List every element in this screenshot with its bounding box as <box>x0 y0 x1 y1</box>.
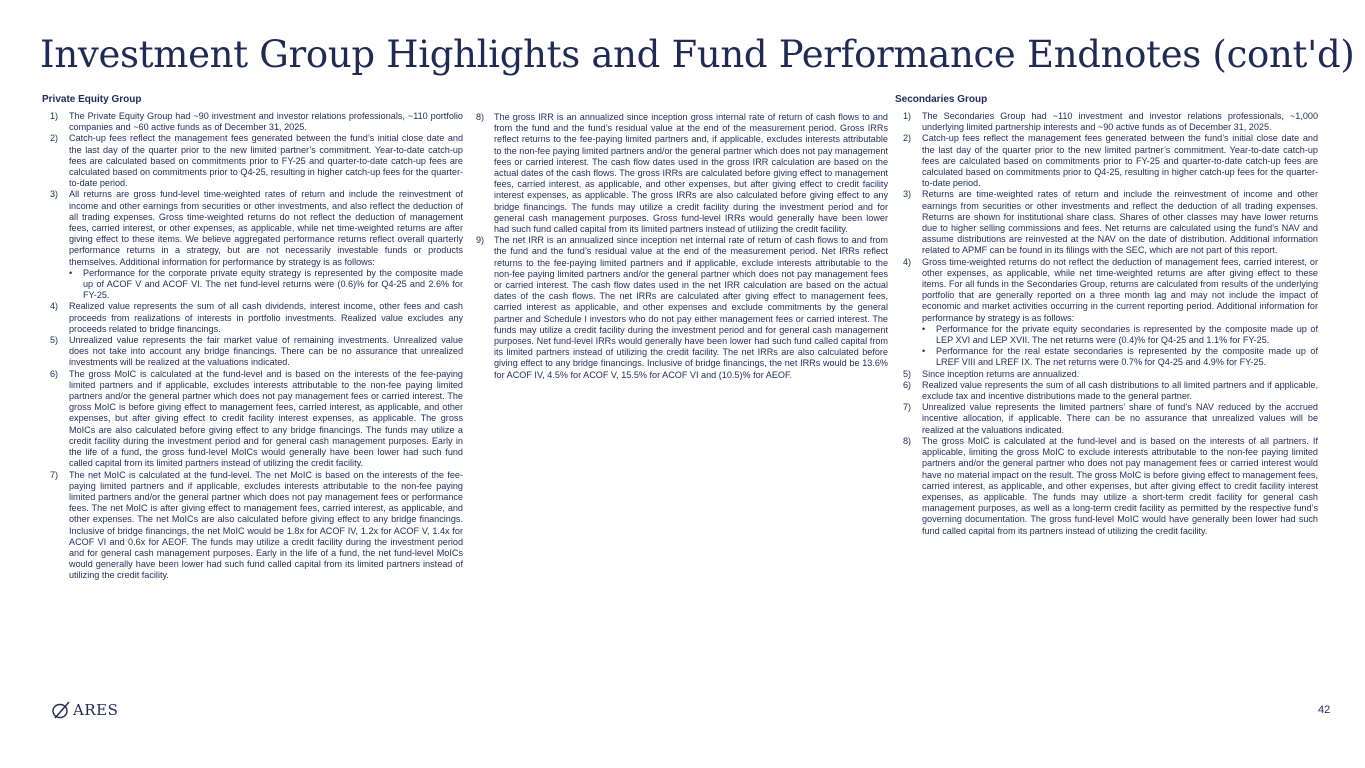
endnote-sub-text: Performance for the corporate private equity strategy is represented by the composite made up of ACOF V and ACOF VI. The net fund-level returns were (0.6)% for Q4-25 and 2.6% for FY-25. <box>83 267 463 301</box>
logo-text: ARES <box>73 701 119 719</box>
endnote-number: 8) <box>903 435 912 446</box>
endnote-sub-text: Performance for the real estate secondaries is represented by the composite made up of LREF VIII and LREF IX. The net returns were 0.7% for Q4-25 and 4.9% for FY-25. <box>936 346 1318 368</box>
endnote-sub-text: Performance for the private equity secondaries is represented by the composite made up of LEP XVI and LEP XVII. The net returns were (0.4)% for Q4-25 and 1.1% for FY-25. <box>936 323 1318 346</box>
endnote-text: The gross IRR is an annualized since inception gross internal rate of return of cash flows to and from the fund and the fund’s residual value at the end of the measurement period. Gross IRRs reflect returns to the fee-paying limited partners and, if applicable, excludes interests attributable to the non-fee paying limited partners and/or the general partner which does not pay management fees or carried interest. The cash flow dates used in the gross IRR calculation are based on the actual dates of the cash flows. The gross IRRs are calculated before giving effect to management fees, carried interest, as applicable, and other expenses, but after giving effect to credit facility interest expenses, as applicable. The gross IRRs are also calculated before giving effect to any bridge financings. The funds may utilize a credit facility during the investment period and for general cash management purposes. Gross fund-level IRRs would generally have been lower had such fund called capital from its limited partners instead of utilizing the credit facility. <box>494 112 888 235</box>
endnote-text: Catch-up fees reflect the management fees generated between the fund’s initial close date and the last day of the quarter prior to the new limited partner’s commitment. Year-to-date catch-up fees are calculated based on commitments prior to FY-25 and quarter-to-date catch-up fees are calculated based on commitments prior to Q4-25, resulting in higher catch-up fees for the quarter-to-date period. <box>922 133 1318 189</box>
endnote-item <box>895 380 1318 402</box>
endnote-sub-item <box>922 346 1318 368</box>
endnote-item <box>895 257 1318 369</box>
private-equity-notes <box>42 111 463 582</box>
bullet-icon: • <box>922 323 926 334</box>
endnote-number: 1) <box>903 111 912 121</box>
endnote-item <box>42 301 463 335</box>
endnote-sub-list <box>69 268 463 302</box>
private-equity-notes-continued <box>474 112 888 381</box>
endnote-number: 7) <box>50 469 59 480</box>
endnote-text: Catch-up fees reflect the management fees generated between the fund’s initial close date and the last day of the quarter prior to the new limited partner’s commitment. Year-to-date catch-up fees are calculated based on commitments prior to FY-25 and quarter-to-date catch-up fees are calculated based on commitments prior to Q4-25, resulting in higher catch-up fees for the quarter-to-date period. <box>69 133 463 189</box>
endnote-text: All returns are gross fund-level time-weighted rates of return and include the reinvestment of income and other earnings from securities or other investments, and also reflect the deduction of all trading expenses. Gross time-weighted returns do not reflect the deduction of management fees, carried interest, or other expenses, as applicable, while net time-weighted returns are after giving effect to these items. We believe aggregated performance returns reflect overall quarterly performance returns in a strategy, but are not necessarily investable funds or products themselves. Additional information for performance by strategy is as follows: <box>69 189 463 267</box>
endnote-text: Returns are time-weighted rates of return and include the reinvestment of income and other earnings from securities or other investments and reflect the deduction of all trading expenses. Returns are shown for institutional share class. Shares of other classes may have lower returns due to higher selling commissions and fees. Net returns are calculated using the fund’s NAV and assume distributions are reinvested at the NAV on the date of distribution. Additional information related to APMF can be found in its filings with the SEC, which are not part of this report. <box>922 189 1318 256</box>
ares-logo <box>51 700 118 720</box>
endnote-item <box>42 189 463 301</box>
endnote-text: The gross MoIC is calculated at the fund-level and is based on the interests of the fee-paying limited partners and if applicable, excludes interests attributable to the non-fee paying limited partners and/or the general partner which does not pay management fees or carried interest. The gross MoIC is before giving effect to management fees, carried interest, as applicable, and other expenses, but after giving effect to credit facility interest expenses, as applicable. The gross MoICs are also calculated before giving effect to any bridge financings. The funds may utilize a credit facility during the investment period and for general cash management purposes. Early in the life of a fund, the gross fund-level MoICs would generally have been lower had such fund called capital from its limited partners instead of utilizing the credit facility. <box>69 368 463 469</box>
endnote-item <box>895 133 1318 189</box>
endnote-number: 3) <box>50 189 59 200</box>
endnote-text: Unrealized value represents the fair market value of remaining investments. Unrealized value does not take into account any bridge financings. There can be no assurance that unrealized investments will be realized at the valuations indicated. <box>69 335 463 368</box>
endnote-item <box>474 235 888 381</box>
endnote-item <box>42 335 463 369</box>
endnote-item <box>42 470 463 582</box>
endnote-number: 7) <box>903 402 912 413</box>
endnote-text: The gross MoIC is calculated at the fund-level and is based on the interests of all partners. If applicable, limiting the gross MoIC to exclude interests attributable to the non-fee paying limited partners and/or the general partner who does not pay management fees or carried interest would have no material impact on the result. The gross MoIC is before giving effect to management fees, carried interest, as applicable, and other expenses, but after giving effect to credit facility interest expenses, as applicable. The funds may utilize a short-term credit facility for general cash management purposes, as well as a long-term credit facility as permitted by the respective fund’s governing documentation. The gross fund-level MoIC would have generally been lower had such fund called capital from its partners instead of utilizing the credit facility. <box>922 435 1318 536</box>
endnote-sub-item <box>922 324 1318 346</box>
endnote-text: Realized value represents the sum of all cash distributions to all limited partners and if applicable, exclude tax and incentive distributions made to the general partner. <box>922 379 1318 402</box>
private-equity-column <box>42 93 463 582</box>
endnote-number: 6) <box>903 379 912 390</box>
endnote-number: 6) <box>50 368 59 379</box>
endnote-item <box>474 112 888 235</box>
endnote-text: Unrealized value represents the limited partners’ share of fund’s NAV reduced by the accrued incentive allocation, if applicable. There can be no assurance that unrealized values will be realized at the valuations indicated. <box>922 402 1318 435</box>
endnote-text: The net IRR is an annualized since inception net internal rate of return of cash flows to and from the fund and the fund’s residual value at the end of the measurement period. Net IRRs reflect returns to the fee-paying limited partners and if applicable, exclude interests attributable to the non-fee paying limited partners and/or the general partner which does not pay management fees or carried interest. The cash flow dates used in the net IRR calculation are based on the actual dates of the cash flows. The net IRRs are calculated after giving effect to management fees, carried interest as applicable, and other expenses and exclude commitments by the general partner and Schedule I investors who do not pay either management fees or carried interest. The funds may utilize a credit facility during the investment period and for general cash management purposes. Net fund-level IRRs would generally have been lower had such fund called capital from its limited partners instead of utilizing the credit facility. The net IRRs are also calculated before giving effect to any bridge financings. Inclusive of bridge financings, the net IRRs would be 13.6% for ACOF IV, 4.5% for ACOF V, 15.5% for ACOF VI and (10.5)% for AEOF. <box>494 235 888 380</box>
endnote-number: 8) <box>476 112 485 122</box>
endnote-text: The Secondaries Group had ~110 investment and investor relations professionals, ~1,000 underlying limited partnership interests and ~90 active funds as of December 31, 2025. <box>922 111 1318 133</box>
endnote-number: 5) <box>903 368 912 379</box>
endnote-number: 4) <box>50 301 59 312</box>
endnote-text: Realized value represents the sum of all cash dividends, interest income, other fees and cash proceeds from realizations of interests in portfolio investments. Realized value excludes any proceeds related to bridge financings. <box>69 301 463 334</box>
page-title: Investment Group Highlights and Fund Performance Endnotes (cont'd) <box>40 33 1355 76</box>
endnote-number: 9) <box>476 235 485 246</box>
page-number: 42 <box>1318 704 1331 716</box>
bullet-icon: • <box>922 346 926 357</box>
endnote-item <box>895 402 1318 436</box>
endnote-item <box>895 436 1318 537</box>
endnote-text: The Private Equity Group had ~90 investment and investor relations professionals, ~110 portfolio companies and ~60 active funds as of December 31, 2025. <box>69 111 463 133</box>
private-equity-continued-column <box>474 112 888 381</box>
endnote-number: 2) <box>50 133 59 144</box>
endnote-text: Since inception returns are annualized. <box>922 368 1080 379</box>
endnote-item <box>895 369 1318 380</box>
endnote-number: 2) <box>903 133 912 144</box>
endnote-item <box>42 369 463 470</box>
endnote-item <box>42 111 463 133</box>
private-equity-heading: Private Equity Group <box>42 94 142 105</box>
bullet-icon: • <box>69 267 73 278</box>
endnote-text: Gross time-weighted returns do not reflect the deduction of management fees, carried interest, or other expenses, as applicable, while net time-weighted returns are after giving effect to these items. For all funds in the Secondaries Group, returns are calculated from results of the underlying portfolio that are generally reported on a three month lag and may not include the impact of economic and market activities occurring in the current reporting period. Additional information for performance by strategy is as follows: <box>922 256 1318 323</box>
secondaries-heading: Secondaries Group <box>895 94 988 105</box>
endnote-number: 5) <box>50 335 59 346</box>
endnote-item <box>895 111 1318 133</box>
endnote-item <box>42 133 463 189</box>
endnote-number: 4) <box>903 256 912 267</box>
endnote-text: The net MoIC is calculated at the fund-level. The net MoIC is based on the interests of the fee-paying limited partners and if applicable, excludes interests attributable to the non-fee paying limited partners and/or the general partner which does not pay management fees or performance fees. The net MoIC is after giving effect to management fees, carried interest, as applicable, and other expenses. The net MoICs are also calculated before giving effect to any bridge financings. Inclusive of bridge financings, the net MoIC would be 1.8x for ACOF IV, 1.2x for ACOF V, 1.4x for ACOF VI and 0.6x for AEOF. The funds may utilize a credit facility during the investment period and for general cash management purposes. Early in the life of a fund, the net fund-level MoICs would generally have been lower had such fund called capital from its limited partners instead of utilizing the credit facility. <box>69 469 463 581</box>
secondaries-notes <box>895 111 1318 537</box>
secondaries-column <box>895 93 1318 537</box>
endnote-item <box>895 189 1318 256</box>
ares-logo-mark-icon <box>51 701 71 719</box>
endnote-number: 1) <box>50 111 59 121</box>
endnote-number: 3) <box>903 189 912 200</box>
endnote-sub-list <box>922 324 1318 369</box>
endnote-sub-item <box>69 268 463 302</box>
